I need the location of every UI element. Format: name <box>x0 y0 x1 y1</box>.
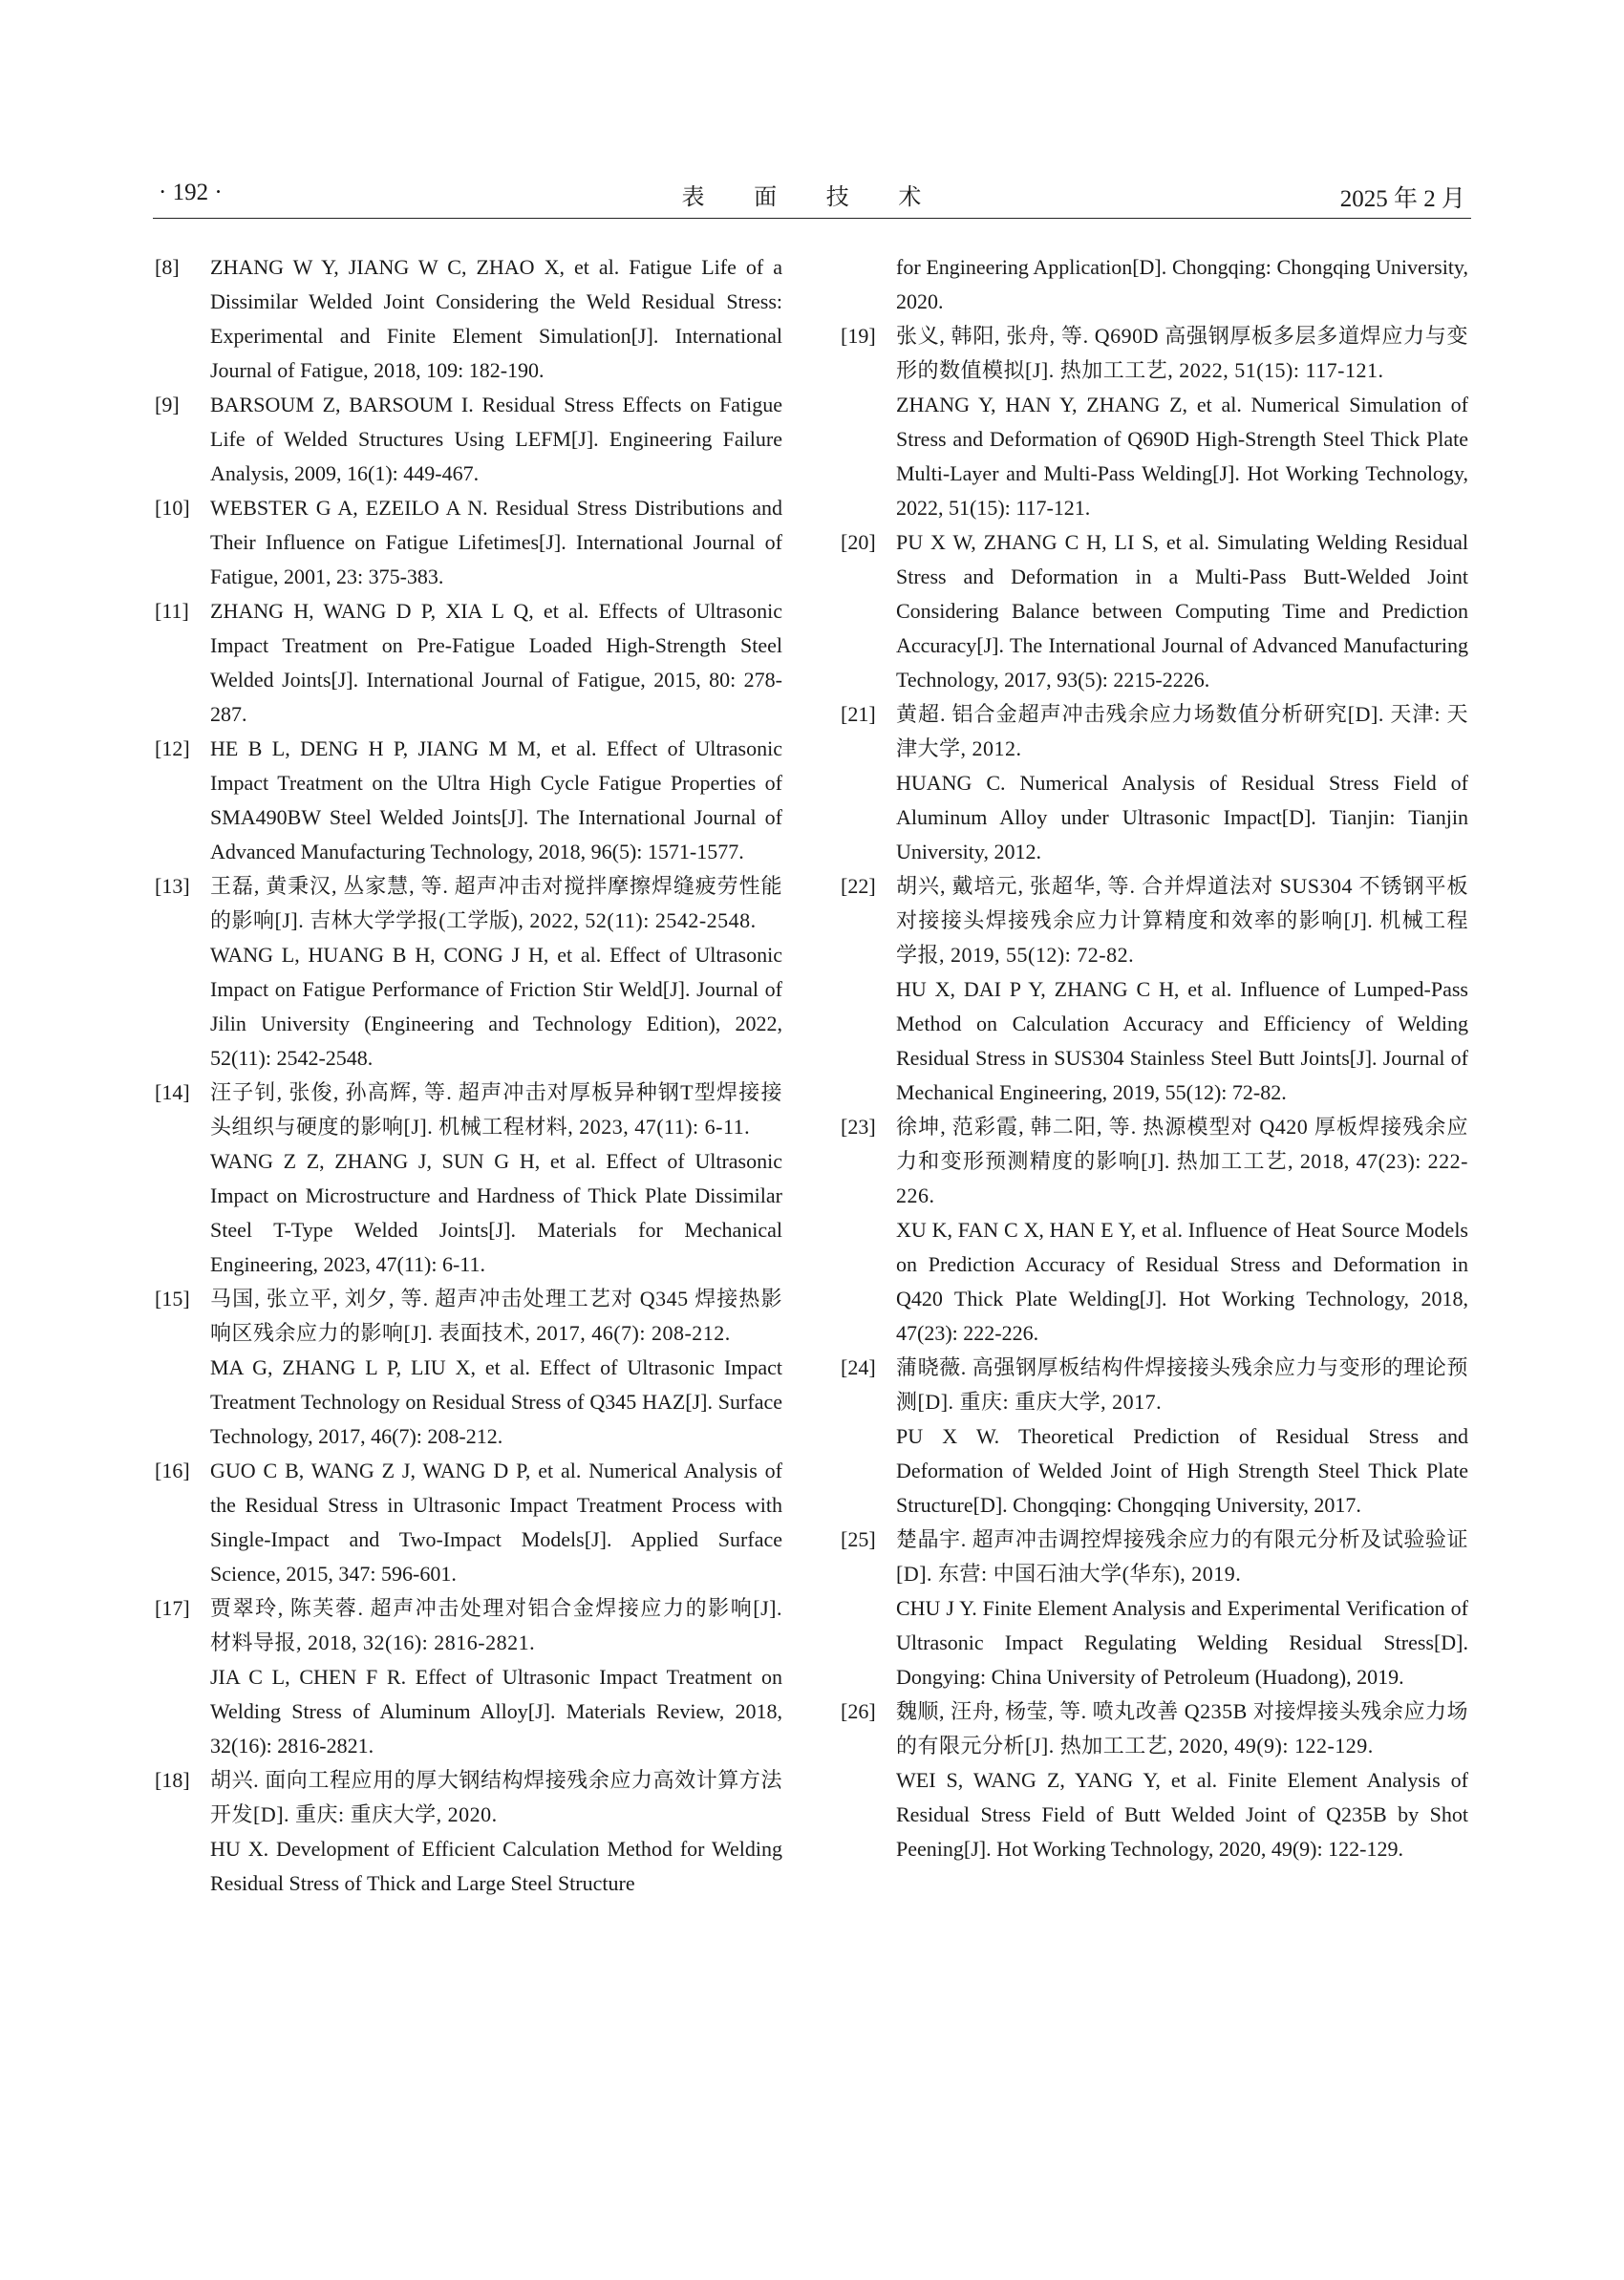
reference-item <box>841 697 1468 869</box>
reference-text-zh: 张义, 韩阳, 张舟, 等. Q690D 高强钢厚板多层多道焊应力与变形的数值模拟[J]. 热加工工艺, 2022, 51(15): 117-121. <box>896 324 1468 382</box>
reference-number: [11] <box>155 599 189 623</box>
reference-item <box>841 319 1468 525</box>
reference-number: [24] <box>841 1355 876 1379</box>
reference-text: CHU J Y. Finite Element Analysis and Experimental Verification of Ultrasonic Impact Regulating Welding Residual Stress[D]. Dongying: China University of Petroleum (Huadong), 2019. <box>896 1596 1468 1689</box>
reference-text: for Engineering Application[D]. Chongqing: Chongqing University, 2020. <box>896 255 1468 313</box>
reference-number: [18] <box>155 1768 190 1792</box>
reference-number: [14] <box>155 1080 190 1104</box>
reference-text: GUO C B, WANG Z J, WANG D P, et al. Numerical Analysis of the Residual Stress in Ultrasonic Impact Treatment Process with Single-Impact and Two-Impact Models[J]. Applied Surface Science, 2015, 347: 596-601. <box>210 1459 782 1586</box>
reference-number: [8] <box>155 255 180 279</box>
page-number: · 192 · <box>159 180 223 205</box>
reference-item <box>155 1454 782 1591</box>
reference-number: [10] <box>155 496 190 520</box>
reference-number: [12] <box>155 736 190 760</box>
reference-continuation <box>841 250 1468 319</box>
reference-text: HE B L, DENG H P, JIANG M M, et al. Effect of Ultrasonic Impact Treatment on the Ultra High Cycle Fatigue Properties of SMA490BW Steel Welded Joints[J]. The International Journal of Advanced Manufacturing Technology, 2018, 96(5): 1571-1577. <box>210 736 782 863</box>
reference-body <box>210 594 782 732</box>
reference-text: MA G, ZHANG L P, LIU X, et al. Effect of Ultrasonic Impact Treatment Technology on Residual Stress of Q345 HAZ[J]. Surface Technology, 2017, 46(7): 208-212. <box>210 1355 782 1448</box>
reference-number: [9] <box>155 393 180 416</box>
reference-body <box>896 697 1468 869</box>
reference-body <box>210 1282 782 1454</box>
reference-number: [22] <box>841 874 876 898</box>
reference-body <box>896 525 1468 697</box>
reference-body <box>210 1076 782 1282</box>
reference-text: WANG Z Z, ZHANG J, SUN G H, et al. Effect of Ultrasonic Impact on Microstructure and Hardness of Thick Plate Dissimilar Steel T-Type Welded Joints[J]. Materials for Mechanical Engineering, 2023, 47(11): 6-11. <box>210 1149 782 1276</box>
reference-text-zh: 王磊, 黄秉汉, 丛家慧, 等. 超声冲击对搅拌摩擦焊缝疲劳性能的影响[J]. 吉林大学学报(工学版), 2022, 52(11): 2542-2548. <box>210 874 782 932</box>
reference-text: XU K, FAN C X, HAN E Y, et al. Influence of Heat Source Models on Prediction Accuracy of Residual Stress and Deformation in Q420 Thick Plate Welding[J]. Hot Working Technology, 2018, 47(23): 222-226. <box>896 1218 1468 1345</box>
reference-number: [17] <box>155 1596 190 1620</box>
reference-text: PU X W. Theoretical Prediction of Residual Stress and Deformation of Welded Joint of High Strength Steel Thick Plate Structure[D]. Chongqing: Chongqing University, 2017. <box>896 1424 1468 1517</box>
reference-body <box>210 491 782 594</box>
left-column <box>155 250 782 1901</box>
reference-item <box>155 1076 782 1282</box>
reference-body <box>210 1454 782 1591</box>
reference-item <box>155 869 782 1076</box>
reference-item <box>155 1591 782 1763</box>
reference-text: WEBSTER G A, EZEILO A N. Residual Stress Distributions and Their Influence on Fatigue Lifetimes[J]. International Journal of Fatigue, 2001, 23: 375-383. <box>210 496 782 588</box>
page-header <box>153 176 1471 219</box>
reference-number: [20] <box>841 530 876 554</box>
reference-text-zh: 汪子钊, 张俊, 孙高辉, 等. 超声冲击对厚板异种钢T型焊接接头组织与硬度的影响[J]. 机械工程材料, 2023, 47(11): 6-11. <box>210 1080 782 1139</box>
reference-body <box>210 1763 782 1901</box>
reference-body <box>896 1110 1468 1351</box>
reference-text-zh: 黄超. 铝合金超声冲击残余应力场数值分析研究[D]. 天津: 天津大学, 2012. <box>896 702 1468 760</box>
reference-text: ZHANG W Y, JIANG W C, ZHAO X, et al. Fatigue Life of a Dissimilar Welded Joint Considering the Weld Residual Stress: Experimental and Finite Element Simulation[J]. International Journal of Fatigue, 2018, 109: 182-190. <box>210 255 782 382</box>
reference-body <box>210 732 782 869</box>
reference-body <box>210 1591 782 1763</box>
reference-body <box>896 1694 1468 1866</box>
reference-text: HUANG C. Numerical Analysis of Residual Stress Field of Aluminum Alloy under Ultrasonic Impact[D]. Tianjin: Tianjin University, 2012. <box>896 771 1468 863</box>
reference-number: [15] <box>155 1287 190 1310</box>
reference-item <box>841 1694 1468 1866</box>
reference-body <box>896 1523 1468 1694</box>
reference-body <box>896 869 1468 1110</box>
reference-number: [16] <box>155 1459 190 1482</box>
reference-number: [13] <box>155 874 190 898</box>
reference-item <box>155 388 782 491</box>
issue-date: 2025 年 2 月 <box>1339 186 1465 212</box>
reference-item <box>155 491 782 594</box>
reference-item <box>841 869 1468 1110</box>
reference-number: [26] <box>841 1699 876 1723</box>
reference-text-zh: 蒲晓薇. 高强钢厚板结构件焊接接头残余应力与变形的理论预测[D]. 重庆: 重庆大学, 2017. <box>896 1355 1468 1414</box>
reference-text-zh: 胡兴, 戴培元, 张超华, 等. 合并焊道法对 SUS304 不锈钢平板对接接头焊接残余应力计算精度和效率的影响[J]. 机械工程学报, 2019, 55(12): 72-82. <box>896 874 1468 967</box>
reference-item <box>155 594 782 732</box>
journal-title: 表 面 技 术 <box>681 183 943 210</box>
reference-text-zh: 楚晶宇. 超声冲击调控焊接残余应力的有限元分析及试验验证[D]. 东营: 中国石油大学(华东), 2019. <box>896 1527 1468 1586</box>
reference-number: [25] <box>841 1527 876 1551</box>
reference-item <box>841 525 1468 697</box>
reference-text: HU X. Development of Efficient Calculation Method for Welding Residual Stress of Thick and Large Steel Structure <box>210 1837 782 1895</box>
right-column <box>841 250 1468 1866</box>
reference-item <box>155 250 782 388</box>
reference-text-zh: 徐坤, 范彩霞, 韩二阳, 等. 热源模型对 Q420 厚板焊接残余应力和变形预测精度的影响[J]. 热加工工艺, 2018, 47(23): 222-226. <box>896 1115 1468 1207</box>
reference-number: [23] <box>841 1115 876 1139</box>
reference-text: BARSOUM Z, BARSOUM I. Residual Stress Effects on Fatigue Life of Welded Structures Using LEFM[J]. Engineering Failure Analysis, 2009, 16(1): 449-467. <box>210 393 782 485</box>
reference-text-zh: 贾翠玲, 陈芙蓉. 超声冲击处理对铝合金焊接应力的影响[J]. 材料导报, 2018, 32(16): 2816-2821. <box>210 1596 782 1654</box>
reference-text: WANG L, HUANG B H, CONG J H, et al. Effect of Ultrasonic Impact on Fatigue Performance of Friction Stir Weld[J]. Journal of Jilin University (Engineering and Technology Edition), 2022, 52(11): 2542-2548. <box>210 943 782 1070</box>
reference-item <box>155 1763 782 1901</box>
reference-text: HU X, DAI P Y, ZHANG C H, et al. Influence of Lumped-Pass Method on Calculation Accuracy and Efficiency of Welding Residual Stress in SUS304 Stainless Steel Butt Joints[J]. Journal of Mechanical Engineering, 2019, 55(12): 72-82. <box>896 977 1468 1104</box>
reference-item <box>155 1282 782 1454</box>
reference-number: [19] <box>841 324 876 348</box>
reference-body <box>896 319 1468 525</box>
reference-body <box>210 869 782 1076</box>
reference-body <box>896 1351 1468 1523</box>
reference-item <box>841 1351 1468 1523</box>
reference-text: WEI S, WANG Z, YANG Y, et al. Finite Element Analysis of Residual Stress Field of Butt Welded Joint of Q235B by Shot Peening[J]. Hot Working Technology, 2020, 49(9): 122-129. <box>896 1768 1468 1861</box>
reference-text: ZHANG Y, HAN Y, ZHANG Z, et al. Numerical Simulation of Stress and Deformation of Q690D High-Strength Steel Thick Plate Multi-Layer and Multi-Pass Welding[J]. Hot Working Technology, 2022, 51(15): 117-121. <box>896 393 1468 520</box>
reference-text: JIA C L, CHEN F R. Effect of Ultrasonic Impact Treatment on Welding Stress of Aluminum Alloy[J]. Materials Review, 2018, 32(16): 2816-2821. <box>210 1665 782 1758</box>
reference-text: PU X W, ZHANG C H, LI S, et al. Simulating Welding Residual Stress and Deformation in a Multi-Pass Butt-Welded Joint Considering Balance between Computing Time and Prediction Accuracy[J]. The International Journal of Advanced Manufacturing Technology, 2017, 93(5): 2215-2226. <box>896 530 1468 692</box>
reference-text-zh: 魏顺, 汪舟, 杨莹, 等. 喷丸改善 Q235B 对接焊接头残余应力场的有限元分析[J]. 热加工工艺, 2020, 49(9): 122-129. <box>896 1699 1468 1758</box>
reference-text-zh: 胡兴. 面向工程应用的厚大钢结构焊接残余应力高效计算方法开发[D]. 重庆: 重庆大学, 2020. <box>210 1768 782 1826</box>
reference-item <box>841 1523 1468 1694</box>
reference-item <box>841 1110 1468 1351</box>
reference-text: ZHANG H, WANG D P, XIA L Q, et al. Effects of Ultrasonic Impact Treatment on Pre-Fatigue Loaded High-Strength Steel Welded Joints[J]. International Journal of Fatigue, 2015, 80: 278-287. <box>210 599 782 726</box>
reference-text-zh: 马国, 张立平, 刘夕, 等. 超声冲击处理工艺对 Q345 焊接热影响区残余应力的影响[J]. 表面技术, 2017, 46(7): 208-212. <box>210 1287 782 1345</box>
reference-body <box>210 388 782 491</box>
reference-body <box>210 250 782 388</box>
reference-item <box>155 732 782 869</box>
reference-number: [21] <box>841 702 876 726</box>
